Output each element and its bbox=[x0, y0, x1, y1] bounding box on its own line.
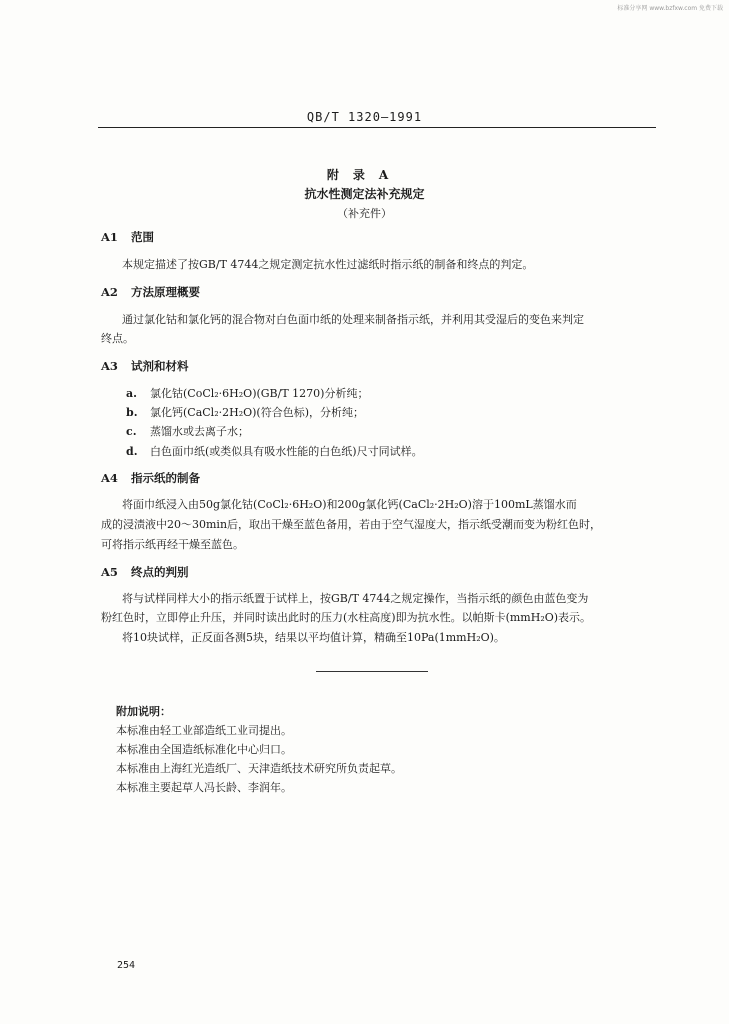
section-heading-a3 bbox=[101, 358, 189, 374]
standard-number: QB/T 1320—1991 bbox=[306, 110, 423, 124]
section-number: A5 bbox=[101, 565, 118, 579]
watermark-text: 标准分享网 www.bzfxw.com 免费下载 bbox=[617, 5, 723, 12]
note-line: 本标准由全国造纸标准化中心归口。 bbox=[116, 743, 292, 756]
section-heading-a1 bbox=[101, 229, 154, 245]
list-item-text: 氯化钙(CaCl₂·2H₂O)(符合色标)，分析纯； bbox=[150, 406, 364, 419]
list-item-text: 蒸馏水或去离子水； bbox=[150, 425, 249, 438]
section-title: 方法原理概要 bbox=[131, 285, 200, 299]
list-item bbox=[126, 443, 423, 459]
section-title: 终点的判别 bbox=[131, 565, 189, 579]
section-heading-a4 bbox=[101, 470, 200, 486]
section-number: A3 bbox=[101, 359, 118, 373]
list-item-key: a. bbox=[126, 387, 137, 400]
a2-paragraph-line: 通过氯化钴和氯化钙的混合物对白色面巾纸的处理来制备指示纸，并利用其受湿后的变色来判定 bbox=[122, 313, 584, 326]
a4-paragraph-line: 将面巾纸浸入由50g氯化钴(CoCl₂·6H₂O)和200g氯化钙(CaCl₂·2H₂O)溶于100mL蒸馏水而 bbox=[122, 498, 577, 511]
list-item bbox=[126, 385, 368, 401]
a5-paragraph-line: 粉红色时，立即停止升压，并同时读出此时的压力(水柱高度)即为抗水性。以帕斯卡(mmH₂O)表示。 bbox=[101, 611, 592, 624]
list-item bbox=[126, 423, 249, 439]
note-line: 本标准由上海红光造纸厂、天津造纸技术研究所负责起草。 bbox=[116, 762, 402, 775]
note-line: 本标准由轻工业部造纸工业司提出。 bbox=[116, 724, 292, 737]
list-item-text: 白色面巾纸(或类似具有吸水性能的白色纸)尺寸同试样。 bbox=[150, 445, 423, 458]
appendix-title: 抗水性测定法补充规定 bbox=[304, 187, 425, 201]
a4-paragraph-line: 可将指示纸再经干燥至蓝色。 bbox=[101, 538, 244, 551]
appendix-note: （补充件） bbox=[337, 207, 392, 220]
list-item-text: 氯化钴(CoCl₂·6H₂O)(GB/T 1270)分析纯； bbox=[150, 387, 369, 400]
note-line: 本标准主要起草人冯长龄、李润年。 bbox=[116, 781, 292, 794]
a5-paragraph-line: 将10块试样，正反面各测5块，结果以平均值计算，精确至10Pa(1mmH₂O)。 bbox=[122, 631, 505, 644]
section-heading-a2 bbox=[101, 284, 200, 300]
section-number: A2 bbox=[101, 285, 118, 299]
list-item bbox=[126, 404, 364, 420]
section-title: 范围 bbox=[131, 230, 154, 244]
list-item-key: c. bbox=[126, 425, 137, 438]
section-heading-a5 bbox=[101, 564, 189, 580]
list-item-key: b. bbox=[126, 406, 138, 419]
a4-paragraph-line: 成的浸渍液中20～30min后，取出干燥至蓝色备用，若由于空气湿度大，指示纸受潮而变为粉红色时， bbox=[101, 518, 602, 531]
section-number: A1 bbox=[101, 230, 118, 244]
appendix-label: 附录A bbox=[326, 168, 403, 182]
notes-title: 附加说明： bbox=[116, 705, 171, 718]
page-number: 254 bbox=[117, 960, 136, 971]
a2-paragraph-line: 终点。 bbox=[101, 332, 134, 345]
section-title: 试剂和材料 bbox=[131, 359, 189, 373]
section-number: A4 bbox=[101, 471, 118, 485]
section-title: 指示纸的制备 bbox=[131, 471, 200, 485]
section-divider bbox=[316, 671, 428, 672]
a1-paragraph: 本规定描述了按GB/T 4744之规定测定抗水性过滤纸时指示纸的制备和终点的判定。 bbox=[122, 258, 534, 271]
header-rule bbox=[98, 127, 656, 128]
list-item-key: d. bbox=[126, 445, 138, 458]
a5-paragraph-line: 将与试样同样大小的指示纸置于试样上，按GB/T 4744之规定操作，当指示纸的颜色由蓝色变为 bbox=[122, 592, 589, 605]
